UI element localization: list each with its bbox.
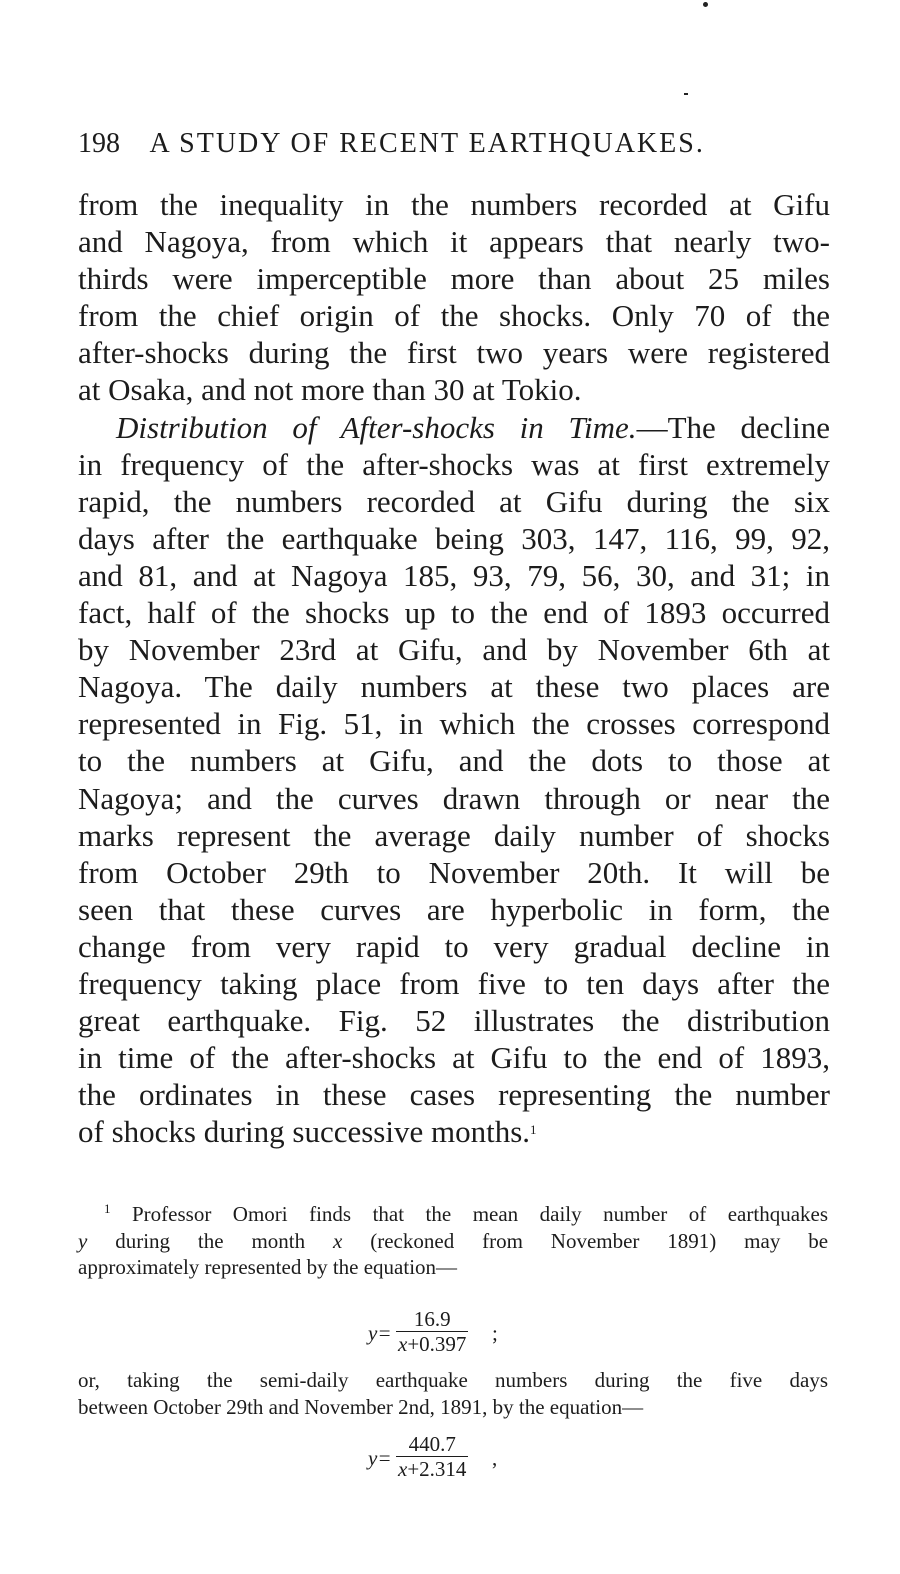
body-line: rapid, the numbers recorded at Gifu during the six xyxy=(78,483,830,519)
equation-punct: , xyxy=(492,1446,498,1470)
denominator-rest: +2.314 xyxy=(407,1457,467,1481)
body-line: by November 23rd at Gifu, and by November 6th at xyxy=(78,632,830,668)
running-title: A STUDY OF RECENT EARTHQUAKES. xyxy=(149,128,705,159)
body-line: seen that these curves are hyperbolic in form, the xyxy=(78,891,830,927)
body-line: and Nagoya, from which it appears that nearly two- xyxy=(78,224,830,260)
running-header xyxy=(78,128,828,160)
body-text xyxy=(78,186,830,1150)
footnote-text: (reckoned from November 1891) may be xyxy=(370,1228,829,1253)
body-line: to the numbers at Gifu, and the dots to those at xyxy=(78,743,830,779)
footnote-text: during the month xyxy=(115,1228,306,1253)
denominator-rest: +0.397 xyxy=(407,1332,467,1356)
footnote-text: Professor Omori finds that the mean daily number of earthquakes xyxy=(131,1202,829,1226)
body-line: great earthquake. Fig. 52 illustrates the distribution xyxy=(78,1003,830,1039)
body-line: Nagoya; and the curves drawn through or near the xyxy=(78,780,830,816)
body-line: and 81, and at Nagoya 185, 93, 79, 56, 30, and 31; in xyxy=(78,557,830,593)
body-line: after-shocks during the first two years were registered xyxy=(78,335,830,371)
denominator-var: x xyxy=(398,1332,408,1356)
ink-speck xyxy=(684,93,688,95)
footnote-line: or, taking the semi-daily earthquake numbers during the five days xyxy=(78,1368,828,1392)
footnote-line: approximately represented by the equation— xyxy=(78,1255,458,1279)
numerator: 16.9 xyxy=(413,1307,451,1331)
footnote-line xyxy=(78,1228,828,1255)
body-line: the ordinates in these cases representing the number xyxy=(78,1077,830,1113)
footnote-marker: 1 xyxy=(104,1201,111,1216)
footnote-reference: 1 xyxy=(530,1122,537,1138)
equation-lhs: y= xyxy=(368,1446,392,1470)
body-line-last xyxy=(78,1113,830,1150)
footnote-line xyxy=(78,1201,828,1228)
body-line: at Osaka, and not more than 30 at Tokio. xyxy=(78,372,582,408)
equation-2 xyxy=(368,1432,538,1492)
body-line: from October 29th to November 20th. It will be xyxy=(78,854,830,890)
section-heading-line xyxy=(78,409,830,446)
equation-punct: ; xyxy=(492,1321,498,1345)
equation-lhs: y= xyxy=(368,1321,392,1345)
numerator: 440.7 xyxy=(408,1432,456,1456)
variable-x: x xyxy=(333,1228,343,1253)
footnote-continued xyxy=(78,1367,828,1420)
variable-y: y xyxy=(78,1228,88,1253)
body-line: thirds were imperceptible more than about 25 miles xyxy=(78,261,830,297)
denominator-var: x xyxy=(398,1457,408,1481)
body-line: Nagoya. The daily numbers at these two places are xyxy=(78,669,830,705)
body-line: days after the earthquake being 303, 147, 116, 99, 92, xyxy=(78,520,830,556)
body-line: change from very rapid to very gradual decline in xyxy=(78,928,830,964)
body-line: represented in Fig. 51, in which the crosses correspond xyxy=(78,706,830,742)
body-line: fact, half of the shocks up to the end of 1893 occurred xyxy=(78,595,830,631)
body-line: from the inequality in the numbers recorded at Gifu xyxy=(78,187,830,222)
denominator xyxy=(396,1457,468,1481)
equation-1 xyxy=(368,1307,528,1367)
fraction xyxy=(396,1307,468,1356)
body-line: frequency taking place from five to ten days after the xyxy=(78,965,830,1001)
body-line: in frequency of the after-shocks was at first extremely xyxy=(78,446,830,482)
denominator xyxy=(396,1332,468,1356)
footnote xyxy=(78,1201,828,1281)
fraction xyxy=(396,1432,468,1481)
page-number: 198 xyxy=(78,128,120,159)
body-line: in time of the after-shocks at Gifu to the end of 1893, xyxy=(78,1040,830,1076)
ink-speck xyxy=(703,2,708,7)
body-line: from the chief origin of the shocks. Only 70 of the xyxy=(78,298,830,334)
footnote-line: between October 29th and November 2nd, 1891, by the equation— xyxy=(78,1394,644,1419)
section-heading-dash: —The decline xyxy=(636,409,830,445)
section-heading: Distribution of After-shocks in Time. xyxy=(116,409,637,445)
body-line: marks represent the average daily number of shocks xyxy=(78,817,830,853)
body-line-text: of shocks during successive months. xyxy=(78,1114,531,1150)
